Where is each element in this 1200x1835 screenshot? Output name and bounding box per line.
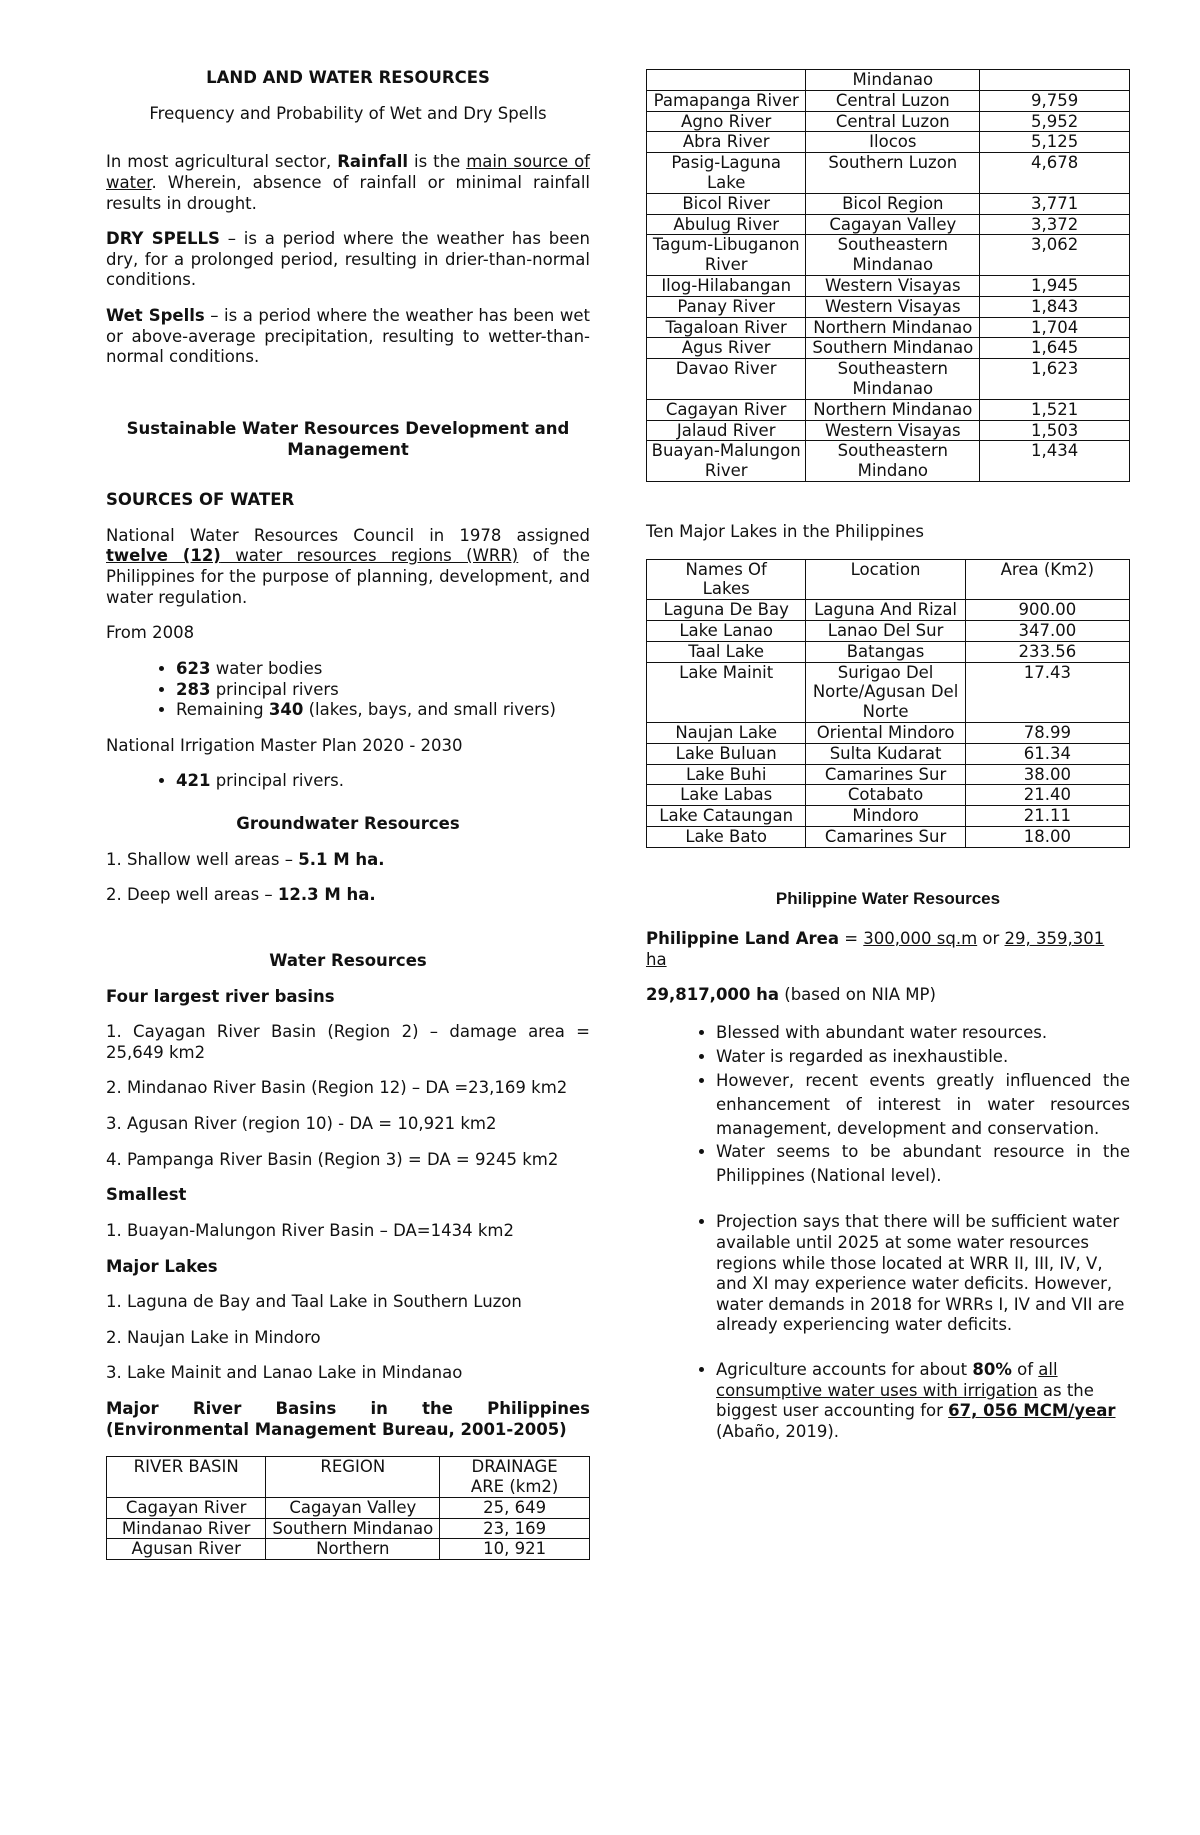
table-cell: Pasig-Laguna Lake	[647, 153, 806, 194]
table-row	[647, 662, 1130, 722]
table-row	[647, 359, 1130, 400]
list-item: • 623 water bodies	[176, 659, 590, 680]
table-cell: 3,771	[980, 193, 1130, 214]
basin-item: 2. Mindanao River Basin (Region 12) – DA =23,169 km2	[106, 1078, 568, 1098]
table-cell: 78.99	[965, 722, 1129, 743]
table-cell: Southern Luzon	[806, 153, 980, 194]
table-cell: Abulug River	[647, 214, 806, 235]
table-cell: 21.40	[965, 785, 1129, 806]
table-row	[647, 132, 1130, 153]
table-cell: 38.00	[965, 764, 1129, 785]
deep-well-line: 2. Deep well areas – 12.3 M ha.	[106, 885, 376, 905]
table-row	[647, 70, 1130, 91]
header-cell: Location	[806, 559, 965, 600]
table-cell: Mindanao	[806, 70, 980, 91]
major-lakes-heading: Major Lakes	[106, 1256, 218, 1276]
table-cell: Laguna De Bay	[647, 600, 806, 621]
table-cell: Surigao Del Norte/Agusan Del Norte	[806, 662, 965, 722]
river-basins-table	[106, 1456, 590, 1560]
table-cell: Tagaloan River	[647, 317, 806, 338]
list-item: • Water is regarded as inexhaustible.	[716, 1045, 1130, 1069]
table-header-row	[107, 1457, 590, 1498]
land-area-line: Philippine Land Area = 300,000 sq.m or 29, 359,301 ha	[646, 928, 1105, 969]
table-cell: 23, 169	[440, 1518, 590, 1539]
table-cell: Lake Buhi	[647, 764, 806, 785]
table-cell: Lake Lanao	[647, 620, 806, 641]
table-cell: 1,434	[980, 441, 1130, 482]
smallest-item: 1. Buayan-Malungon River Basin – DA=1434 km2	[106, 1220, 514, 1240]
table-cell: Lanao Del Sur	[806, 620, 965, 641]
dry-spells-definition: DRY SPELLS – is a period where the weather has been dry, for a prolonged period, resulting in drier-than-normal conditions.	[106, 229, 590, 290]
table-cell: Cotabato	[806, 785, 965, 806]
table-row	[647, 111, 1130, 132]
header-cell: DRAINAGE ARE (km2)	[440, 1457, 590, 1498]
table-cell: 10, 921	[440, 1539, 590, 1560]
table-cell: 1,704	[980, 317, 1130, 338]
bullets-2008	[106, 659, 590, 721]
table-cell: Northern Mindanao	[806, 317, 980, 338]
table-cell: 1,843	[980, 296, 1130, 317]
table-row	[647, 620, 1130, 641]
table-cell: Ilocos	[806, 132, 980, 153]
table-cell: 61.34	[965, 743, 1129, 764]
table-row	[647, 826, 1130, 847]
intro-paragraph: In most agricultural sector, Rainfall is the main source of water. Wherein, absence of rainfall or minimal rainfall results in drought.	[106, 152, 590, 213]
table-row	[647, 338, 1130, 359]
table-row	[647, 785, 1130, 806]
lake-item: 3. Lake Mainit and Lanao Lake in Mindanao	[106, 1363, 463, 1383]
table-cell: Agus River	[647, 338, 806, 359]
table-cell: Cagayan Valley	[266, 1497, 440, 1518]
wet-spells-definition: Wet Spells – is a period where the weather has been wet or above-average precipitation, resulting to wetter-than-normal conditions.	[106, 306, 590, 367]
table-cell: Ilog-Hilabangan	[647, 275, 806, 296]
table-cell: Panay River	[647, 296, 806, 317]
table-cell: Agno River	[647, 111, 806, 132]
table-row	[647, 214, 1130, 235]
river-basins-table-continued	[646, 69, 1130, 482]
header-cell: Names Of Lakes	[647, 559, 806, 600]
table-cell: 3,062	[980, 235, 1130, 276]
table-cell: Batangas	[806, 641, 965, 662]
table-cell: Mindanao River	[107, 1518, 266, 1539]
table-cell: Southeastern Mindano	[806, 441, 980, 482]
table-cell: Cagayan River	[107, 1497, 266, 1518]
table-cell: 1,645	[980, 338, 1130, 359]
table-row	[647, 153, 1130, 194]
table-cell: Southeastern Mindanao	[806, 359, 980, 400]
table-cell: Cagayan Valley	[806, 214, 980, 235]
table-cell: Western Visayas	[806, 296, 980, 317]
table-cell: 900.00	[965, 600, 1129, 621]
smallest-heading: Smallest	[106, 1185, 187, 1205]
table-cell: Western Visayas	[806, 420, 980, 441]
table-cell: 233.56	[965, 641, 1129, 662]
table-row	[647, 600, 1130, 621]
list-item: • Projection says that there will be sufficient water available until 2025 at some water resources regions while those located at WRR II, III, IV, V, and XI may experience water deficits. However, water demands in 2018 for WRRs I, IV and VII are already experiencing water deficits.	[716, 1212, 1130, 1336]
list-item: • Water seems to be abundant resource in the Philippines (National level).	[716, 1140, 1130, 1188]
table-cell: Bicol River	[647, 193, 806, 214]
table-cell: Abra River	[647, 132, 806, 153]
table-row	[107, 1497, 590, 1518]
basin-item: 1. Cayagan River Basin (Region 2) – damage area = 25,649 km2	[106, 1022, 590, 1062]
table-cell: Jalaud River	[647, 420, 806, 441]
table-cell: Naujan Lake	[647, 722, 806, 743]
nwrc-paragraph: National Water Resources Council in 1978 assigned twelve (12) water resources regions (WRR) of the Philippines for the purpose of planning, development, and water regulation.	[106, 525, 590, 607]
table-cell: 5,952	[980, 111, 1130, 132]
table-row	[647, 296, 1130, 317]
table-row	[647, 722, 1130, 743]
table-cell: Buayan-Malungon River	[647, 441, 806, 482]
table-row	[647, 764, 1130, 785]
table-cell: Northern	[266, 1539, 440, 1560]
table-cell	[980, 70, 1130, 91]
table-cell: Pamapanga River	[647, 90, 806, 111]
table-cell: Central Luzon	[806, 111, 980, 132]
table-header-row	[647, 559, 1130, 600]
table-cell: 21.11	[965, 806, 1129, 827]
table-cell: Davao River	[647, 359, 806, 400]
table-cell: Lake Labas	[647, 785, 806, 806]
right-column	[646, 69, 1130, 1458]
list-item: • However, recent events greatly influenced the enhancement of interest in water resources management, development and conservation.	[716, 1069, 1130, 1141]
agriculture-item: • Agriculture accounts for about 80% of all consumptive water uses with irrigation as the biggest user accounting for 67, 056 MCM/year (Abaño, 2019).	[716, 1360, 1130, 1443]
list-item: • 283 principal rivers	[176, 680, 590, 701]
table-cell: Southeastern Mindanao	[806, 235, 980, 276]
basin-item: 4. Pampanga River Basin (Region 3) = DA = 9245 km2	[106, 1149, 559, 1169]
table-cell: Oriental Mindoro	[806, 722, 965, 743]
header-cell: RIVER BASIN	[107, 1457, 266, 1498]
groundwater-heading: Groundwater Resources	[236, 814, 460, 833]
table-row	[647, 806, 1130, 827]
table-cell: Sulta Kudarat	[806, 743, 965, 764]
ten-lakes-title: Ten Major Lakes in the Philippines	[646, 521, 924, 541]
table-cell: 1,945	[980, 275, 1130, 296]
four-largest-heading: Four largest river basins	[106, 986, 335, 1006]
doc-subtitle: Frequency and Probability of Wet and Dry Spells	[149, 103, 547, 123]
nimp-bullets	[106, 771, 590, 792]
list-item: • Blessed with abundant water resources.	[716, 1021, 1130, 1045]
table-cell: 1,623	[980, 359, 1130, 400]
table-row	[647, 399, 1130, 420]
table-cell: 25, 649	[440, 1497, 590, 1518]
table-cell: 347.00	[965, 620, 1129, 641]
table-cell: Southern Mindanao	[266, 1518, 440, 1539]
left-column	[106, 68, 590, 1560]
basin-item: 3. Agusan River (region 10) - DA = 10,921 km2	[106, 1114, 497, 1133]
nimp-line: National Irrigation Master Plan 2020 - 2030	[106, 735, 463, 755]
table-row	[647, 743, 1130, 764]
nia-line: 29,817,000 ha (based on NIA MP)	[646, 985, 936, 1005]
table-row	[647, 275, 1130, 296]
water-resources-heading: Water Resources	[269, 950, 427, 970]
table-cell: Cagayan River	[647, 399, 806, 420]
table-cell: Northern Mindanao	[806, 399, 980, 420]
table-row	[647, 90, 1130, 111]
table-cell: 3,372	[980, 214, 1130, 235]
table-cell: Camarines Sur	[806, 826, 965, 847]
table-row	[647, 441, 1130, 482]
table-cell: Lake Cataungan	[647, 806, 806, 827]
table-cell: 1,521	[980, 399, 1130, 420]
shallow-well-line: 1. Shallow well areas – 5.1 M ha.	[106, 849, 385, 869]
header-cell: REGION	[266, 1457, 440, 1498]
table-cell: Mindoro	[806, 806, 965, 827]
swrdm-heading: Sustainable Water Resources Development and Management	[126, 418, 570, 459]
table-cell	[647, 70, 806, 91]
table-row	[647, 317, 1130, 338]
table-cell: Agusan River	[107, 1539, 266, 1560]
table-row	[107, 1539, 590, 1560]
lake-item: 1. Laguna de Bay and Taal Lake in Southern Luzon	[106, 1292, 522, 1312]
table-cell: Southern Mindanao	[806, 338, 980, 359]
table-cell: 18.00	[965, 826, 1129, 847]
table-cell: Camarines Sur	[806, 764, 965, 785]
table-cell: Tagum-Libuganon River	[647, 235, 806, 276]
table-row	[647, 420, 1130, 441]
table-cell: Lake Bato	[647, 826, 806, 847]
table-cell: Bicol Region	[806, 193, 980, 214]
table-cell: 17.43	[965, 662, 1129, 722]
major-river-basins-heading: Major River Basins in the Philippines (Environmental Management Bureau, 2001-2005)	[106, 1399, 590, 1439]
doc-title: LAND AND WATER RESOURCES	[206, 68, 490, 87]
major-lakes-table	[646, 559, 1130, 848]
lake-item: 2. Naujan Lake in Mindoro	[106, 1327, 321, 1347]
table-cell: Central Luzon	[806, 90, 980, 111]
list-item: • Remaining 340 (lakes, bays, and small rivers)	[176, 700, 590, 721]
philippine-water-resources-heading: Philippine Water Resources	[775, 888, 1001, 908]
water-resources-bullets	[646, 1021, 1130, 1443]
table-row	[647, 235, 1130, 276]
table-cell: 1,503	[980, 420, 1130, 441]
table-cell: 5,125	[980, 132, 1130, 153]
table-cell: Lake Buluan	[647, 743, 806, 764]
list-item: • 421 principal rivers.	[176, 771, 590, 792]
table-cell: 9,759	[980, 90, 1130, 111]
sources-heading: SOURCES OF WATER	[106, 490, 295, 510]
header-cell: Area (Km2)	[965, 559, 1129, 600]
table-cell: Taal Lake	[647, 641, 806, 662]
table-row	[107, 1518, 590, 1539]
table-row	[647, 193, 1130, 214]
table-cell: Laguna And Rizal	[806, 600, 965, 621]
table-cell: Western Visayas	[806, 275, 980, 296]
table-row	[647, 641, 1130, 662]
from-2008: From 2008	[106, 623, 195, 643]
table-cell: Lake Mainit	[647, 662, 806, 722]
table-cell: 4,678	[980, 153, 1130, 194]
